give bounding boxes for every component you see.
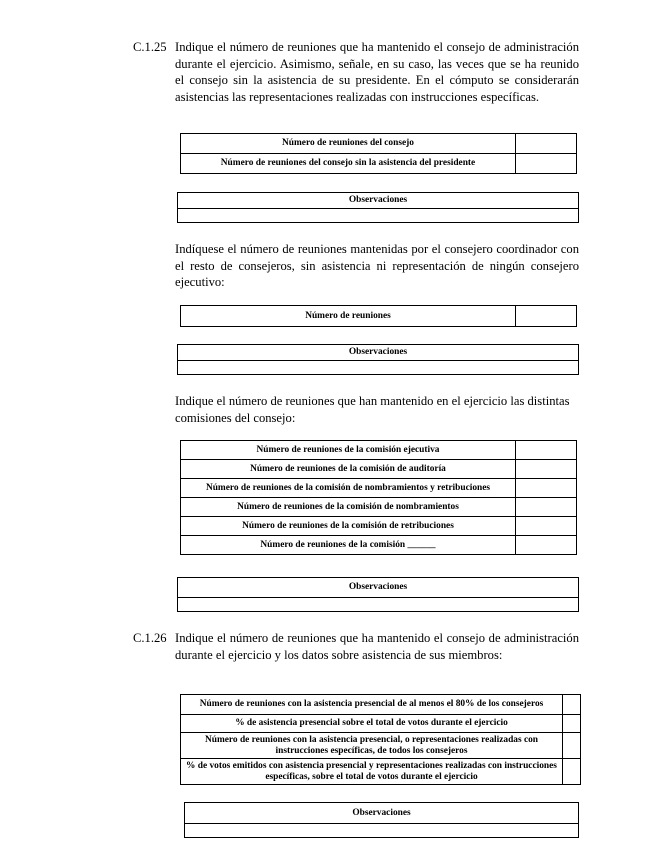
observaciones-field[interactable] xyxy=(178,209,579,223)
coordinador-text: Indíquese el número de reuniones mantenidas por el consejero coordinador con el resto de consejeros, sin asistencia ni representación de ningún consejero ejecutivo: xyxy=(175,242,579,289)
table-row xyxy=(181,733,581,759)
comisiones-text: Indique el número de reuniones que han mantenido en el ejercicio las distintas comisiones del consejo: xyxy=(175,394,570,425)
value-cell[interactable] xyxy=(516,134,577,154)
row-label: Número de reuniones de la comisión de retribuciones xyxy=(181,517,516,536)
value-cell[interactable] xyxy=(516,441,577,460)
value-cell[interactable] xyxy=(563,759,581,785)
table-row xyxy=(181,498,577,517)
row-label: Número de reuniones de la comisión de nombramientos xyxy=(181,498,516,517)
comisiones-meetings-table xyxy=(180,440,577,555)
value-cell[interactable] xyxy=(563,733,581,759)
table-row xyxy=(181,460,577,479)
row-label: Número de reuniones de la comisión de auditoría xyxy=(181,460,516,479)
table-row xyxy=(181,154,577,174)
row-label: Número de reuniones con la asistencia presencial de al menos el 80% de los consejeros xyxy=(181,695,563,715)
table-row xyxy=(181,134,577,154)
value-cell[interactable] xyxy=(516,479,577,498)
row-label: Número de reuniones del consejo xyxy=(181,134,516,154)
table-row xyxy=(181,306,577,327)
row-label: Número de reuniones del consejo sin la asistencia del presidente xyxy=(181,154,516,174)
table-row xyxy=(181,441,577,460)
table-row xyxy=(181,517,577,536)
value-cell[interactable] xyxy=(516,460,577,479)
row-label: Número de reuniones de la comisión ______ xyxy=(181,536,516,555)
c125-observaciones-table xyxy=(177,192,579,223)
row-label: % de votos emitidos con asistencia presencial y representaciones realizadas con instrucciones específicas, sobre el total de votos durante el ejercicio xyxy=(181,759,563,785)
table-row xyxy=(181,695,581,715)
coordinador-meetings-table xyxy=(180,305,577,327)
table-row xyxy=(181,479,577,498)
c126-observaciones-table xyxy=(184,802,579,838)
observaciones-field[interactable] xyxy=(185,824,579,838)
section-number-c125: C.1.25 xyxy=(133,40,167,54)
comisiones-observaciones-table xyxy=(177,577,579,612)
row-label: Número de reuniones de la comisión de nombramientos y retribuciones xyxy=(181,479,516,498)
coordinador-observaciones-table xyxy=(177,344,579,375)
section-number-c126: C.1.26 xyxy=(133,631,167,645)
c125-meetings-table xyxy=(180,133,577,174)
value-cell[interactable] xyxy=(516,306,577,327)
table-row xyxy=(181,759,581,785)
row-label: Número de reuniones xyxy=(181,306,516,327)
c126-attendance-table xyxy=(180,694,581,785)
value-cell[interactable] xyxy=(563,715,581,733)
observaciones-header: Observaciones xyxy=(178,345,579,361)
section-text-c125: Indique el número de reuniones que ha mantenido el consejo de administración durante el ejercicio. Asimismo, señale, en su caso, las veces que se ha reunido el consejo sin la asistencia de su presidente. En el cómputo se considerarán asistencias las representaciones realizadas con instrucciones específicas. xyxy=(175,40,579,104)
row-label: Número de reuniones con la asistencia presencial, o representaciones realizadas con instrucciones específicas, de todos los consejeros xyxy=(181,733,563,759)
row-label: Número de reuniones de la comisión ejecutiva xyxy=(181,441,516,460)
observaciones-header: Observaciones xyxy=(185,803,579,824)
value-cell[interactable] xyxy=(516,154,577,174)
value-cell[interactable] xyxy=(516,498,577,517)
observaciones-header: Observaciones xyxy=(178,578,579,598)
value-cell[interactable] xyxy=(516,517,577,536)
row-label: % de asistencia presencial sobre el total de votos durante el ejercicio xyxy=(181,715,563,733)
table-row xyxy=(181,536,577,555)
value-cell[interactable] xyxy=(516,536,577,555)
observaciones-field[interactable] xyxy=(178,361,579,375)
section-text-c126: Indique el número de reuniones que ha mantenido el consejo de administración durante el ejercicio y los datos sobre asistencia de sus miembros: xyxy=(175,631,579,662)
observaciones-field[interactable] xyxy=(178,598,579,612)
table-row xyxy=(181,715,581,733)
value-cell[interactable] xyxy=(563,695,581,715)
observaciones-header: Observaciones xyxy=(178,193,579,209)
